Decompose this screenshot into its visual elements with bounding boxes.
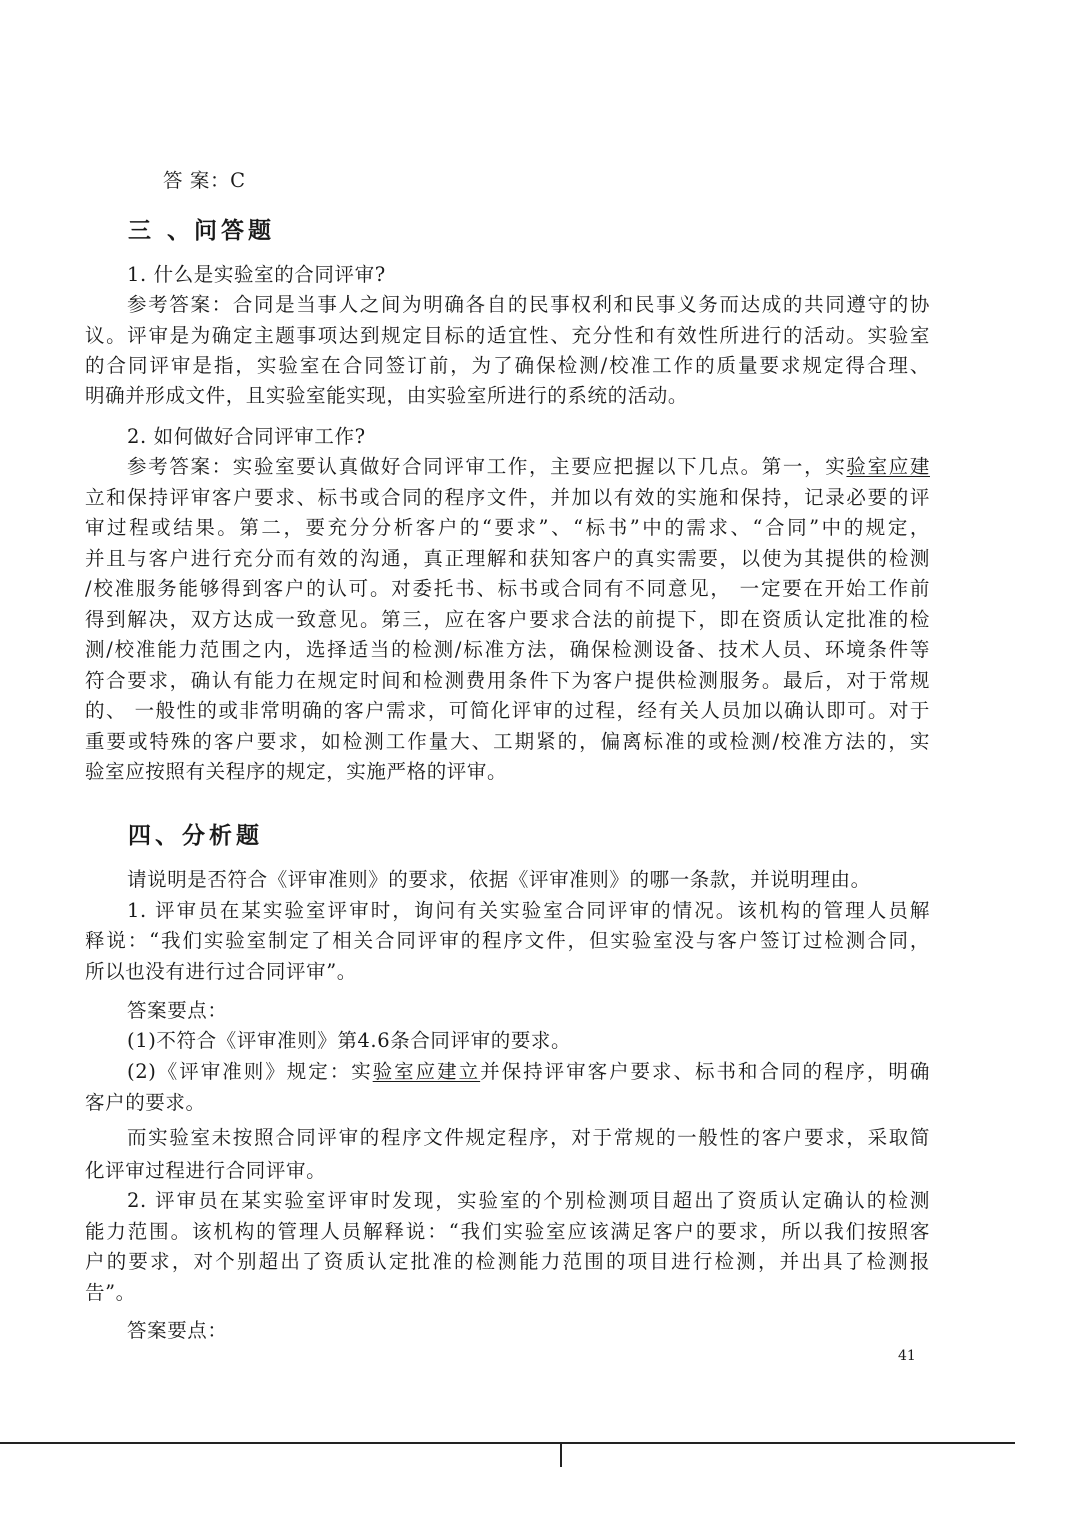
case2-answer-label: 答案要点：	[127, 1319, 228, 1342]
q2-answer-line: 重要或特殊的客户要求，如检测工作量大、工期紧的，偏离标准的或检测/校准方法的，实	[85, 730, 930, 753]
case1-point2-cont: 客户的要求。	[85, 1091, 206, 1114]
case2-line: 户的要求，对个别超出了资质认定批准的检测能力范围的项目进行检测，并出具了检测报	[85, 1250, 930, 1273]
underlined-text: 验室应建立	[372, 1060, 481, 1083]
page-number: 41	[898, 1348, 916, 1364]
q1-answer-line: 明确并形成文件，且实验室能实现，由实验室所进行的系统的活动。	[85, 384, 689, 407]
case1-point2: (2)《评审准则》规定：实验室应建立并保持评审客户要求、标书和合同的程序，明确	[127, 1060, 930, 1083]
q2-answer-line: 的、 一般性的或非常明确的客户需求，可简化评审的过程，经有关人员加以确认即可。对于	[85, 699, 930, 722]
footer-rule	[0, 1442, 1015, 1444]
case2-line: 告”。	[85, 1281, 136, 1304]
q1-question: 1. 什么是实验室的合同评审?	[127, 263, 386, 286]
case1-line: 释说：“我们实验室制定了相关合同评审的程序文件，但实验室没与客户签订过检测合同，	[85, 929, 930, 952]
q2-answer-line: 审过程或结果。第二，要充分分析客户的“要求”、“标书”中的需求、“合同”中的规定，	[85, 516, 930, 539]
q2-answer-line: 得到解决，双方达成一致意见。第三，应在客户要求合法的前提下，即在资质认定批准的检	[85, 608, 930, 631]
case1-line: 所以也没有进行过合同评审”。	[85, 960, 357, 983]
case1-answer-label: 答案要点：	[127, 999, 228, 1022]
q2-question: 2. 如何做好合同评审工作?	[127, 425, 366, 448]
q2-answer-line: 并且与客户进行充分而有效的沟通，真正理解和获知客户的真实需要，以使为其提供的检测	[85, 547, 930, 570]
q2-answer-line: 验室应按照有关程序的规定，实施严格的评审。	[85, 760, 508, 783]
underlined-text: 验室应建	[846, 455, 930, 478]
case1-point3-cont: 化评审过程进行合同评审。	[85, 1159, 327, 1182]
section4-heading: 四、分析题	[128, 823, 263, 849]
q2-answer-line: /校准服务能够得到客户的认可。对委托书、标书或合同有不同意见， 一定要在开始工作前	[85, 577, 930, 600]
q1-answer-line: 议。评审是为确定主题事项达到规定目标的适宜性、充分性和有效性所进行的活动。实验室	[85, 324, 930, 347]
case1-point1: (1)不符合《评审准则》第4.6条合同评审的要求。	[127, 1029, 572, 1052]
case1-point3: 而实验室未按照合同评审的程序文件规定程序，对于常规的一般性的客户要求，采取简	[127, 1126, 930, 1149]
footer-tick	[560, 1443, 562, 1467]
section3-heading: 三 、问答题	[128, 218, 276, 244]
case2-line: 能力范围。该机构的管理人员解释说：“我们实验室应该满足客户的要求，所以我们按照客	[85, 1220, 930, 1243]
q2-answer-line: 测/校准能力范围之内，选择适当的检测/标准方法，确保检测设备、技术人员、环境条件等	[85, 638, 930, 661]
q1-answer-line: 的合同评审是指，实验室在合同签订前，为了确保检测/校准工作的质量要求规定得合理、	[85, 354, 930, 377]
q1-answer-line: 参考答案：合同是当事人之间为明确各自的民事权利和民事义务而达成的共同遵守的协	[127, 293, 930, 316]
top-answer: 答 案：C	[163, 169, 246, 192]
q2-answer-line: 立和保持评审客户要求、标书或合同的程序文件，并加以有效的实施和保持，记录必要的评	[85, 486, 930, 509]
q2-answer-line: 参考答案：实验室要认真做好合同评审工作，主要应把握以下几点。第一，实验室应建	[127, 455, 930, 478]
q2-answer-line: 符合要求，确认有能力在规定时间和检测费用条件下为客户提供检测服务。最后，对于常规	[85, 669, 930, 692]
case2-line: 2. 评审员在某实验室评审时发现，实验室的个别检测项目超出了资质认定确认的检测	[127, 1189, 930, 1212]
section4-intro: 请说明是否符合《评审准则》的要求，依据《评审准则》的哪一条款，并说明理由。	[127, 868, 871, 891]
case1-line: 1. 评审员在某实验室评审时，询问有关实验室合同评审的情况。该机构的管理人员解	[127, 899, 930, 922]
